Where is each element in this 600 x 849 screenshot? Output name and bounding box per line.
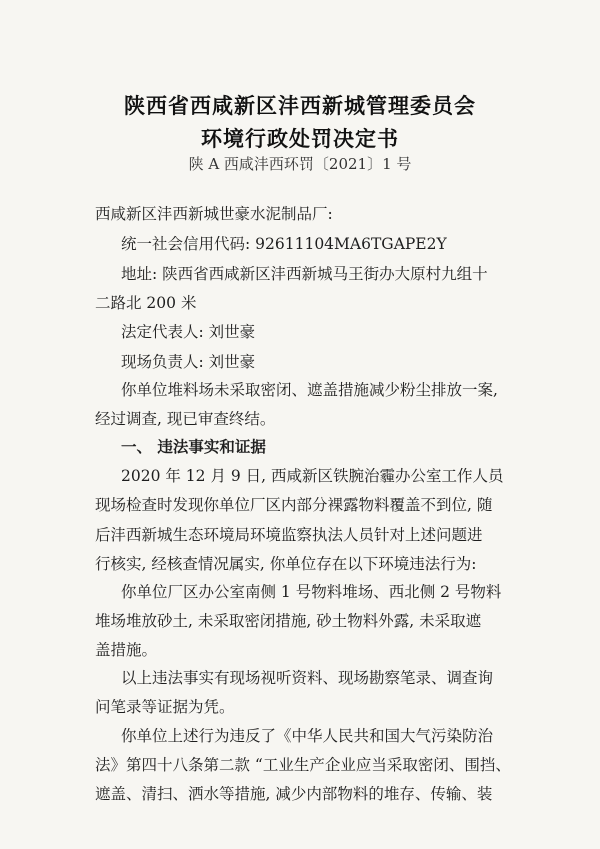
recipient-name: 西咸新区沣西新城世豪水泥制品厂: xyxy=(95,205,333,223)
p4-line2: 法》第四十八条第二款 “工业生产企业应当采取密闭、围挡、 xyxy=(95,756,511,774)
p1-line4: 行核实, 经核查情况属实, 你单位存在以下环境违法行为: xyxy=(95,555,477,573)
intro-line2: 经过调查, 现已审查终结。 xyxy=(95,410,276,428)
p2-line3: 盖措施。 xyxy=(95,641,158,659)
p3-line2: 问笔录等证据为凭。 xyxy=(95,698,235,716)
document-title-line2: 环境行政处罚决定书 xyxy=(201,127,399,151)
p1-line3: 后沣西新城生态环境局环境监察执法人员针对上述问题进 xyxy=(95,526,483,544)
address-line2: 二路北 200 米 xyxy=(95,294,197,312)
section1-heading: 一、 违法事实和证据 xyxy=(121,438,266,456)
document-number: 陕 A 西咸沣西环罚〔2021〕1 号 xyxy=(188,155,412,173)
p3-line1: 以上违法事实有现场视听资料、现场勘察笔录、调查询 xyxy=(121,669,494,687)
p4-line3: 遮盖、清扫、洒水等措施, 减少内部物料的堆存、传输、装 xyxy=(95,785,493,803)
p1-line2: 现场检查时发现你单位厂区内部分裸露物料覆盖不到位, 随 xyxy=(95,496,493,514)
p1-line1: 2020 年 12 月 9 日, 西咸新区铁腕治霾办公室工作人员 xyxy=(121,467,504,485)
address-line1: 地址: 陕西省西咸新区沣西新城马王街办大原村九组十 xyxy=(121,265,488,283)
credit-code: 统一社会信用代码: 92611104MA6TGAPE2Y xyxy=(121,235,447,253)
intro-line1: 你单位堆料场未采取密闭、遮盖措施减少粉尘排放一案, xyxy=(121,381,498,399)
legal-representative: 法定代表人: 刘世豪 xyxy=(121,323,256,341)
p2-line1: 你单位厂区办公室南侧 1 号物料堆场、西北侧 2 号物料 xyxy=(121,583,502,601)
p2-line2: 堆场堆放砂土, 未采取密闭措施, 砂土物料外露, 未采取遮 xyxy=(95,612,482,630)
p4-line1: 你单位上述行为违反了《中华人民共和国大气污染防治 xyxy=(121,727,494,745)
site-manager: 现场负责人: 刘世豪 xyxy=(121,353,256,371)
document-title-line1: 陕西省西咸新区沣西新城管理委员会 xyxy=(124,94,476,118)
